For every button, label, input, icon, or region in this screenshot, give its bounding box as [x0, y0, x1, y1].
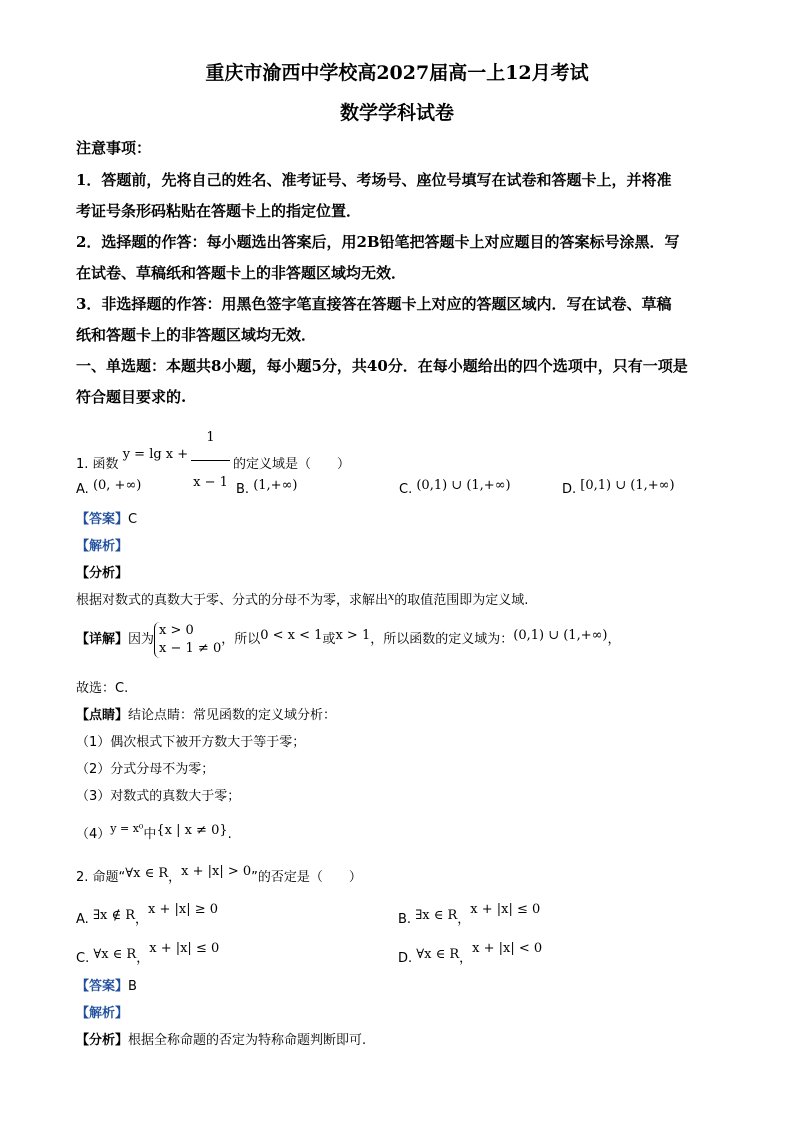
q1-point-4-set: {x | x ≠ 0}	[156, 823, 228, 838]
q2-fenxi	[76, 1031, 726, 1051]
q1-inequality-1: 0 < x < 1	[260, 628, 323, 643]
q2-option-c: C. ∀x ∈ R，x + |x| ≤ 0	[76, 941, 220, 966]
q2-prefix: 2. 命题“	[76, 870, 126, 885]
q1-system-line-2: x − 1 ≠ 0	[159, 640, 222, 656]
q1-jiexi	[76, 537, 726, 557]
q1-point-3: （3）对数式的真数大于零；	[76, 789, 241, 804]
q1-detail-part-e: ，	[607, 632, 621, 647]
q1-option-b-value: (1,+∞)	[253, 478, 298, 493]
q2-option-a: A. ∃x ∉ R，x + |x| ≥ 0	[76, 902, 219, 927]
q1-detail-part-a: 因为	[128, 632, 155, 647]
note-1-line-2: 考证号条形码粘贴在答题卡上的指定位置．	[76, 202, 362, 220]
q2-option-c-proposition: x + |x| ≤ 0	[149, 941, 220, 956]
q2-comma: ，	[168, 870, 182, 885]
q1-fenxi-tag: 【分析】	[76, 566, 129, 581]
q1-option-b-label: B.	[236, 482, 250, 497]
q1-dianjing	[76, 706, 726, 726]
q2-option-b-proposition: x + |x| ≤ 0	[470, 902, 541, 917]
q2-option-d-label: D.	[398, 951, 413, 966]
section-heading-line-2: 符合题目要求的.	[76, 388, 187, 406]
q2-fenxi-tag: 【分析】	[76, 1033, 129, 1048]
q1-point-1: （1）偶次根式下被开方数大于等于零；	[76, 735, 306, 750]
q1-detail	[76, 618, 726, 662]
q1-answer-value: C	[128, 512, 138, 527]
q1-answer	[76, 510, 726, 530]
q1-option-b	[236, 478, 298, 497]
q1-point-4-middle: 中	[143, 827, 157, 842]
q2-option-c-label: C.	[76, 951, 90, 966]
q2-option-b-quantifier: ∃x ∈ R	[415, 908, 458, 923]
q2-proposition: x + |x| > 0	[181, 864, 252, 879]
q2-quantifier: ∀x ∈ R	[125, 866, 169, 881]
q1-option-d-label: D.	[562, 482, 577, 497]
q1-inequality-system	[154, 622, 221, 658]
notes-heading: 注意事项：	[76, 139, 152, 157]
note-3-line-2: 纸和答题卡上的非答题区域均无效．	[76, 326, 317, 344]
q1-fraction-denominator: x − 1	[193, 475, 228, 490]
q1-option-a-value: (0, +∞)	[92, 478, 142, 493]
q1-dianjing-text: 结论点睛：常见函数的定义域分析：	[128, 708, 337, 723]
q1-detail-part-c: 或	[322, 632, 336, 647]
q1-fenxi-part-a: 根据对数式的真数大于零、分式的分母不为零，求解出	[76, 593, 389, 608]
q1-point-2: （2）分式分母不为零；	[76, 762, 215, 777]
q2-option-d-quantifier: ∀x ∈ R	[416, 947, 460, 962]
q1-point-4-end: .	[227, 827, 232, 842]
q1-fraction-numerator: 1	[191, 416, 230, 461]
note-2-line-1: 2．选择题的作答：每小题选出答案后，用2B铅笔把答题卡上对应题目的答案标号涂黑．写	[76, 233, 680, 251]
q1-option-c	[399, 478, 511, 497]
q2-option-a-quantifier: ∃x ∉ R	[92, 908, 135, 923]
q1-fenxi-text	[76, 591, 726, 611]
q1-system-line-1: x > 0	[159, 622, 194, 638]
page-subtitle: 数学学科试卷	[339, 102, 454, 124]
question-2	[76, 864, 726, 888]
q1-option-d-value: [0,1) ∪ (1,+∞)	[580, 478, 675, 493]
q1-prefix: 1. 函数	[76, 457, 119, 472]
q1-suffix: 的定义域是（ ）	[232, 457, 350, 472]
q2-answer-value: B	[128, 979, 137, 994]
q2-option-b: B. ∃x ∈ R，x + |x| ≤ 0	[398, 902, 541, 927]
note-2-line-2: 在试卷、草稿纸和答题卡上的非答题区域均无效．	[76, 264, 407, 282]
q1-domain-result: (0,1) ∪ (1,+∞)	[513, 628, 608, 643]
q1-inequality-2: x > 1	[335, 628, 371, 643]
q2-option-b-label: B.	[398, 912, 412, 927]
q2-answer-tag: 【答案】	[76, 979, 129, 994]
q1-answer-tag: 【答案】	[76, 512, 129, 527]
q2-option-a-label: A.	[76, 912, 89, 927]
q2-suffix: ”的否定是（ ）	[251, 870, 362, 885]
q1-option-d	[562, 478, 675, 497]
section-heading-line-1: 一、单选题：本题共8小题，每小题5分，共40分．在每小题给出的四个选项中，只有一项是	[76, 357, 688, 375]
note-3-line-1: 3．非选择题的作答：用黑色签字笔直接答在答题卡上对应的答题区域内．写在试卷、草稿	[76, 295, 672, 313]
q2-jiexi-tag: 【解析】	[76, 1006, 129, 1021]
q2-option-a-proposition: x + |x| ≥ 0	[148, 902, 219, 917]
note-1-line-1: 1．答题前，先将自己的姓名、准考证号、考场号、座位号填写在试卷和答题卡上，并将准	[76, 171, 672, 189]
q2-fenxi-text: 根据全称命题的否定为特称命题判断即可.	[128, 1033, 367, 1048]
q1-jiexi-tag: 【解析】	[76, 539, 129, 554]
q2-jiexi	[76, 1004, 726, 1024]
q1-option-c-value: (0,1) ∪ (1,+∞)	[416, 478, 511, 493]
q1-fenxi-part-b: 的取值范围即为定义域.	[394, 593, 529, 608]
page-title: 重庆市渝西中学校高2027届高一上12月考试	[205, 62, 589, 84]
q1-fenxi-variable: x	[388, 590, 395, 603]
q1-point-4-function: y = x⁰	[110, 822, 144, 835]
q2-answer	[76, 977, 726, 997]
q1-function-lhs: y = lg x +	[122, 447, 189, 462]
q1-point-4	[76, 820, 726, 850]
q1-point-4-label: （4）	[76, 827, 111, 842]
q1-function-fraction	[191, 416, 230, 505]
q1-option-c-label: C.	[399, 482, 413, 497]
q1-detail-tag: 【详解】	[76, 632, 129, 647]
q1-detail-part-b: ，所以	[221, 632, 261, 647]
q1-option-a	[76, 478, 142, 497]
q1-dianjing-tag: 【点睛】	[76, 708, 129, 723]
q1-conclusion: 故选：C.	[76, 681, 129, 696]
q2-option-c-quantifier: ∀x ∈ R	[93, 947, 137, 962]
q2-option-d-proposition: x + |x| < 0	[472, 941, 543, 956]
q2-option-d: D. ∀x ∈ R，x + |x| < 0	[398, 941, 543, 966]
q1-detail-part-d: ，所以函数的定义域为：	[370, 632, 514, 647]
q1-option-a-label: A.	[76, 482, 89, 497]
q1-fenxi-heading	[76, 564, 726, 584]
